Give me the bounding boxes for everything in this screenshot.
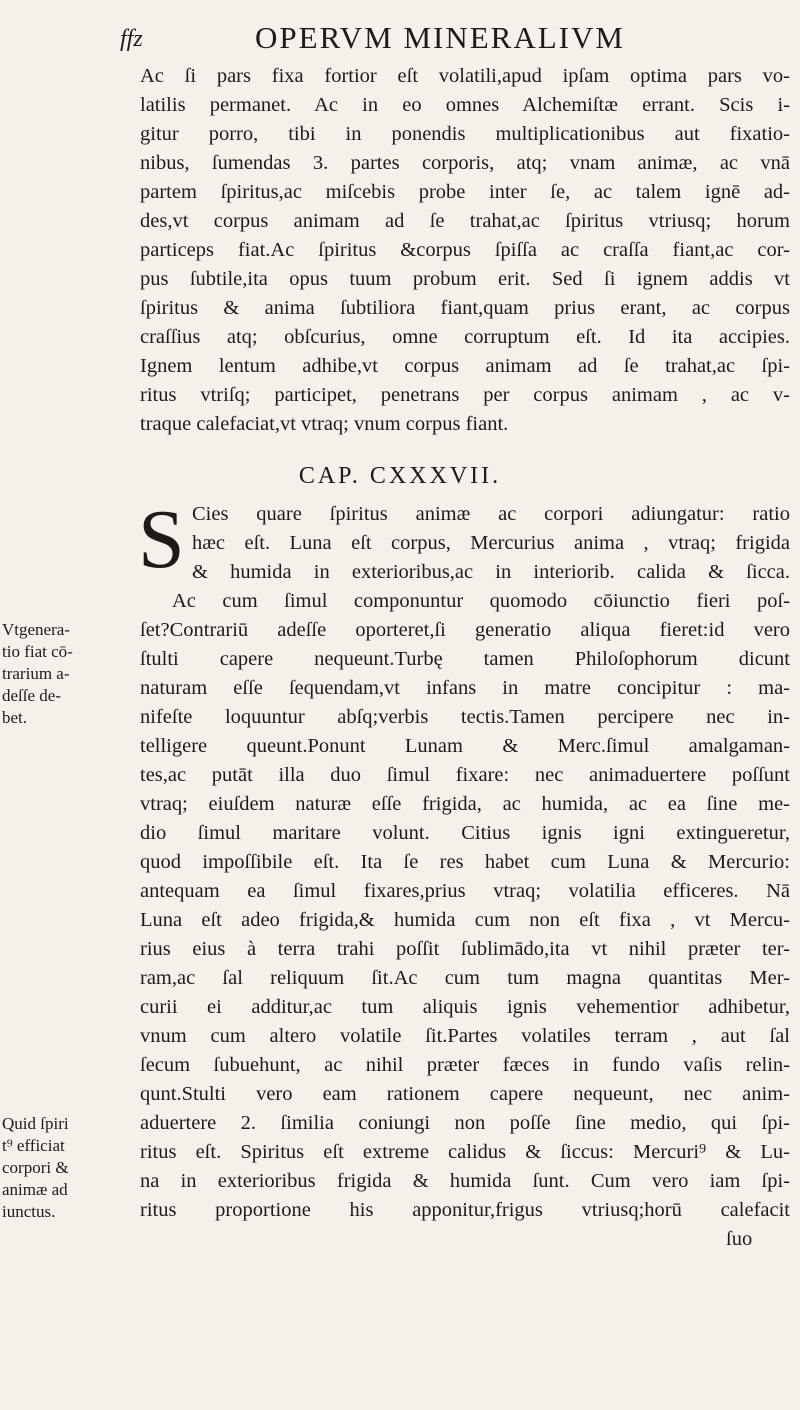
text-line: na in exterioribus frigida & humida ſunt. Cum vero iam ſpi- — [140, 1170, 790, 1192]
text-line: hæc eſt. Luna eſt corpus, Mercurius anima , vtraq; frigida — [192, 532, 790, 554]
text-line: curii ei additur,ac tum aliquis ignis vehementior adhibetur, — [140, 996, 790, 1018]
text-line: vnum cum altero volatile ſit.Partes volatiles terram , aut ſal — [140, 1025, 790, 1047]
text-line: craſſius atq; obſcurius, omne corruptum eſt. Id ita accipies. — [140, 326, 790, 348]
text-line: nibus, ſumendas 3. partes corporis, atq; vnam animæ, ac vnā — [140, 152, 790, 174]
drop-cap: S — [138, 493, 185, 586]
text-line: aduertere 2. ſimilia coniungi non poſſe ſine medio, qui ſpi- — [140, 1112, 790, 1134]
text-line: dio ſimul maritare volunt. Citius ignis igni extingueretur, — [140, 822, 790, 844]
text-line: traque calefaciat,vt vtraq; vnum corpus fiant. — [140, 413, 509, 435]
margin-note-line: iunctus. — [2, 1202, 56, 1221]
text-line: antequam ea ſimul fixares,prius vtraq; volatilia efficeres. Nā — [140, 880, 790, 902]
margin-note-line: tio fiat cō- — [2, 642, 73, 661]
text-line: Ignem lentum adhibe,vt corpus animam ad ſe trahat,ac ſpi- — [140, 355, 790, 377]
text-line: quod impoſſibile eſt. Ita ſe res habet cum Luna & Mercurio: — [140, 851, 790, 873]
text-line: pus ſubtile,ita opus tuum probum erit. Sed ſi ignem addis vt — [140, 268, 790, 290]
text-line: tes,ac putāt illa duo ſimul fixare: nec animaduertere poſſunt — [140, 764, 790, 786]
text-line: Ac ſi pars fixa fortior eſt volatili,apud ipſam optima pars vo- — [140, 65, 790, 87]
text-line: ritus proportione his apponitur,frigus vtriusq;horū calefacit — [140, 1199, 790, 1221]
text-line: telligere queunt.Ponunt Lunam & Merc.ſimul amalgaman- — [140, 735, 790, 757]
text-line: Cies quare ſpiritus animæ ac corpori adiungatur: ratio — [192, 503, 790, 525]
margin-note-line: t⁹ efficiat — [2, 1136, 65, 1155]
text-line: ritus vtriſq; participet, penetrans per corpus animam , ac v- — [140, 384, 790, 406]
margin-note-line: Vtgenera- — [2, 620, 70, 639]
text-line: particeps fiat.Ac ſpiritus &corpus ſpiſſa ac craſſa fiant,ac cor- — [140, 239, 790, 261]
text-line: Ac cum ſimul componuntur quomodo cōiunctio fieri poſ- — [172, 590, 790, 612]
text-line: latilis permanet. Ac in eo omnes Alchemiſtæ errant. Scis i- — [140, 94, 790, 116]
page-header — [0, 18, 800, 58]
text-line: partem ſpiritus,ac miſcebis probe inter ſe, ac talem ignē ad- — [140, 181, 790, 203]
text-line: gitur porro, tibi in ponendis multiplicationibus aut fixatio- — [140, 123, 790, 145]
text-line: naturam eſſe ſequendam,vt infans in matre concipitur : ma- — [140, 677, 790, 699]
margin-note-line: trarium a- — [2, 664, 70, 683]
margin-note-line: corpori & — [2, 1158, 69, 1177]
page-number: ffz — [120, 26, 143, 52]
text-line: ſecum ſubuehunt, ac nihil præter fæces in fundo vaſis relin- — [140, 1054, 790, 1076]
text-line: ſpiritus & anima ſubtiliora fiant,quam prius erant, ac corpus — [140, 297, 790, 319]
running-head: OPERVM MINERALIVM — [255, 20, 625, 55]
catchword: ſuo — [726, 1228, 753, 1250]
margin-note-line: deſſe de- — [2, 686, 61, 705]
text-line: nifeſte loquuntur abſq;verbis tectis.Tamen percipere nec in- — [140, 706, 790, 728]
text-line: ſtulti capere nequeunt.Turbę tamen Philoſophorum dicunt — [140, 648, 790, 670]
text-line: ſet?Contrariū adeſſe oporteret,ſi generatio aliqua fieret:id vero — [140, 619, 790, 641]
text-line: ritus eſt. Spiritus eſt extreme calidus & ſiccus: Mercuri⁹ & Lu- — [140, 1141, 790, 1163]
text-line: & humida in exterioribus,ac in interiorib. calida & ſicca. — [192, 561, 790, 583]
margin-note-line: animæ ad — [2, 1180, 68, 1199]
margin-note-line: bet. — [2, 708, 28, 727]
margin-note-line: Quid ſpiri — [2, 1114, 69, 1133]
text-line: des,vt corpus animam ad ſe trahat,ac ſpiritus vtriusq; horum — [140, 210, 790, 232]
chapter-heading: CAP. CXXXVII. — [298, 463, 502, 489]
text-line: vtraq; eiuſdem naturæ eſſe frigida, ac humida, ac ea ſine me- — [140, 793, 790, 815]
text-line: qunt.Stulti vero eam rationem capere nequeunt, nec anim- — [140, 1083, 790, 1105]
text-line: Luna eſt adeo frigida,& humida cum non eſt fixa , vt Mercu- — [140, 909, 790, 931]
text-line: ram,ac ſal reliquum ſit.Ac cum tum magna quantitas Mer- — [140, 967, 790, 989]
text-line: rius eius à terra trahi poſſit ſublimādo,ita vt nihil præter ter- — [140, 938, 790, 960]
